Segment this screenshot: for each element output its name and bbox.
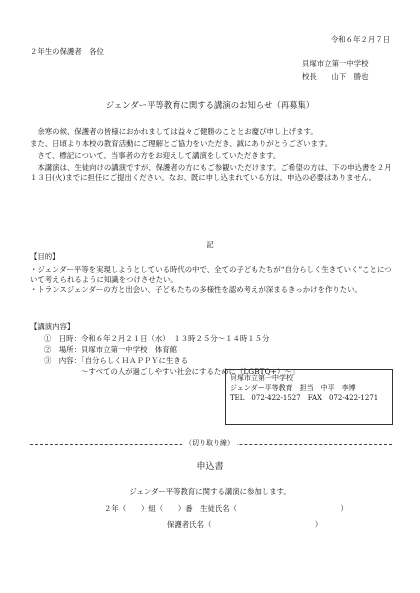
document-date: 令和６年２月７日 [330, 35, 390, 44]
purpose-list [30, 265, 398, 295]
purpose-item: ・ジェンダー平等を実現しようとしている時代の中で、全ての子どもたちが“自分らしく生きていく”ことについて考えられるように知識をつけさせたい。 [30, 265, 392, 284]
content-item-date: ① 日時：令和６年２月２１日（水） １３時２５分～１４時１５分 [44, 334, 270, 343]
contact-school: 貝塚市立第一中学校 [230, 374, 293, 382]
notice-title: ジェンダー平等教育に関する講演のお知らせ（再募集） [105, 100, 315, 110]
ki-heading: 記 [206, 240, 214, 249]
guardian-name-field[interactable]: 保護者氏名（ ） [167, 520, 323, 529]
principal-name: 山下 勝也 [331, 72, 369, 81]
content-heading: 【講演内容】 [30, 322, 75, 331]
application-title: 申込書 [196, 462, 224, 472]
recipient-line: ２年生の保護者 各位 [30, 47, 104, 56]
school-name: 貝塚市立第一中学校 [302, 59, 369, 68]
content-item-topic: ③ 内容：「自分らしくＨＡＰＰＹに生きる [44, 355, 189, 365]
contact-phone: TEL 072-422-1527 FAX 072-422-1271 [230, 394, 379, 403]
application-statement: ジェンダー平等教育に関する講演に参加します。 [129, 487, 291, 496]
cut-line-label: （切り取り線） [182, 439, 237, 448]
body-text [30, 127, 398, 185]
body-paragraph: また、日頃より本校の教育活動にご理解とご協力をいただき、誠にありがとうございます。 [30, 138, 333, 148]
body-paragraph: 余寒の候、保護者の皆様におかれましては益々ご健勝のこととお慶び申し上げます。 [30, 127, 318, 136]
body-paragraph: さて、標記について、当事者の方をお迎えして講演をしていただきます。 [30, 150, 281, 160]
principal-line [302, 72, 368, 82]
student-info-field[interactable]: ２年（ ）組（ ）番 生徒氏名（ ） [104, 504, 348, 513]
content-item-place: ② 場所：貝塚市立第一中学校 体育館 [44, 344, 178, 354]
purpose-item: ・トランスジェンダーの方と出会い、子どもたちの多様性を認め考えが深まるきっかけを作りたい。 [30, 284, 362, 294]
principal-title: 校長 [302, 72, 317, 81]
contact-box [225, 369, 393, 425]
contact-person: ジェンダー平等教育 担当 中平 李博 [230, 384, 356, 393]
body-paragraph: 本講演は、生徒向けの講演ですが、保護者の方にもご参観いただけます。ご希望の方は、下の申込書を２月１３日(火)までに担任にご提出ください。なお、既に申し込まれている方は、申込の必要はありません。 [30, 162, 392, 182]
purpose-heading: 【目的】 [30, 252, 60, 261]
content-item-subtitle: ～すべての人が過ごしやすい社会にするために（LGBTQ+）～」 [44, 366, 299, 376]
